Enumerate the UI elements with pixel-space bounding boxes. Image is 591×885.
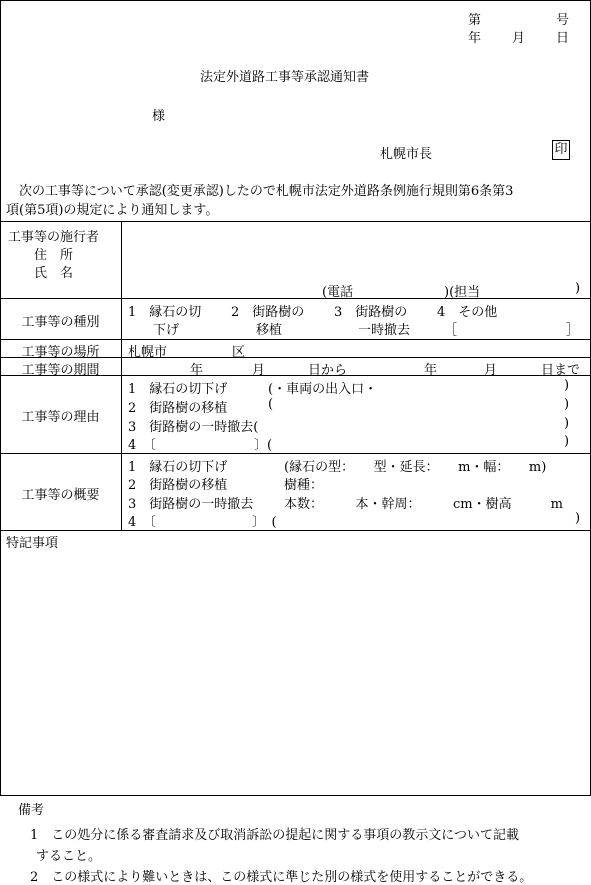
row-divider: [0, 453, 591, 454]
number-suffix: 号: [556, 13, 570, 28]
reason-close-paren: ): [564, 397, 570, 412]
period-start-month: 月: [252, 363, 266, 378]
remark-1-cont: すること。: [36, 849, 102, 864]
place-city: 札幌市: [128, 345, 168, 360]
reason-close-paren: ): [564, 434, 570, 449]
outline-item-3: 3 街路樹の一時撤去: [128, 497, 254, 512]
seal-mark: 印: [552, 140, 570, 160]
label-column-divider: [121, 221, 122, 530]
document-title: 法定外道路工事等承認通知書: [200, 70, 370, 85]
intro-text-line2: 項(第5項)の規定により通知します。: [6, 203, 219, 218]
period-end-day: 日まで: [541, 363, 581, 378]
date-day-label: 日: [556, 31, 570, 46]
addressee-honorific: 様: [152, 109, 166, 124]
intro-text-line1: 次の工事等について承認(変更承認)したので札幌市法定外道路条例施行規則第6条第3: [6, 184, 514, 199]
reason-item-2-detail: (: [268, 397, 274, 412]
period-start-day: 日から: [308, 363, 348, 378]
date-year-label: 年: [468, 31, 482, 46]
date-month-label: 月: [512, 31, 526, 46]
other-bracket-open: ［: [444, 323, 458, 338]
reason-close-paren: ): [564, 416, 570, 431]
reason-item-4-detail: 〕(: [254, 438, 273, 453]
name-label: 氏 名: [34, 266, 74, 281]
reason-item-2: 2 街路樹の移植: [128, 401, 228, 416]
outline-item-2-detail: 樹種：: [284, 478, 324, 493]
work-type-option-1: 1 縁石の切: [128, 305, 202, 320]
period-end-month: 月: [484, 363, 498, 378]
table-top-border: [0, 221, 591, 222]
period-start-year: 年: [190, 363, 204, 378]
reason-item-1: 1 縁石の切下げ: [128, 382, 228, 397]
work-type-option-4: 4 その他: [437, 305, 498, 320]
remark-2: 2 この様式により難いときは、この様式に準じた別の様式を使用することができる。: [30, 870, 533, 885]
work-reason-label: 工事等の理由: [21, 410, 100, 425]
work-period-label: 工事等の期間: [21, 363, 100, 378]
phone-label: (電話: [322, 285, 354, 300]
reason-item-3: 3 街路樹の一時撤去(: [128, 420, 259, 435]
outline-item-4: 4 〔: [128, 515, 156, 530]
row-divider: [0, 298, 591, 299]
outline-item-1-detail: (縁石の型： 型・延長： m・幅： m): [284, 460, 547, 475]
period-end-year: 年: [424, 363, 438, 378]
place-ward-label: 区: [232, 345, 246, 360]
address-label: 住 所: [34, 248, 74, 263]
applicant-close-paren: ): [575, 281, 581, 296]
remarks-heading: 備考: [18, 803, 45, 818]
number-prefix: 第: [468, 13, 482, 28]
reason-item-4: 4 〔: [128, 438, 156, 453]
outline-item-4-detail: 〕 (: [252, 515, 277, 530]
work-type-option-3: 3 街路樹の: [334, 305, 408, 320]
row-divider: [0, 530, 591, 531]
outline-item-1: 1 縁石の切下げ: [128, 460, 228, 475]
work-outline-label: 工事等の概要: [21, 488, 100, 503]
special-notes-label: 特記事項: [6, 536, 59, 551]
row-divider: [0, 339, 591, 340]
work-type-option-3-cont: 一時撤去: [358, 323, 411, 338]
other-bracket-close: ］: [566, 323, 580, 338]
contact-person-label: )(担当: [444, 285, 481, 300]
outline-item-2: 2 街路樹の移植: [128, 478, 228, 493]
outline-item-3-detail: 本数： 本・幹周： cm・樹高 m: [284, 497, 563, 512]
outline-close-paren: ): [575, 511, 581, 526]
work-type-label: 工事等の種別: [21, 315, 100, 330]
work-place-label: 工事等の場所: [21, 345, 100, 360]
applicant-label: 工事等の施行者: [8, 230, 100, 245]
work-type-option-2: 2 街路樹の: [231, 305, 305, 320]
work-type-option-2-cont: 移植: [256, 323, 283, 338]
reason-close-paren: ): [564, 378, 570, 393]
issuer-name: 札幌市長: [380, 147, 433, 162]
remark-1: 1 この処分に係る審査請求及び取消訴訟の提起に関する事項の教示文について記載: [30, 828, 520, 843]
reason-item-1-detail: (・車両の出入口・: [268, 382, 378, 397]
work-type-option-1-cont: 下げ: [153, 323, 180, 338]
